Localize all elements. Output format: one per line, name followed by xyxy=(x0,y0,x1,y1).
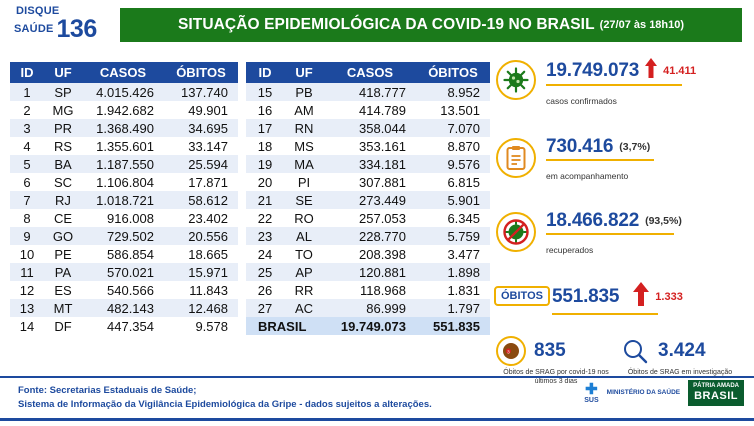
source-note xyxy=(18,384,432,413)
table-row xyxy=(246,263,490,281)
svg-text:3: 3 xyxy=(507,349,510,355)
cell-casos: 120.881 xyxy=(359,264,406,280)
col-header-obitos: ÓBITOS xyxy=(164,62,238,83)
logo-disque-text: DISQUE xyxy=(16,5,60,17)
cell-uf: MG xyxy=(52,102,74,118)
government-logos xyxy=(584,380,744,406)
cell-id: 3 xyxy=(23,120,31,136)
sus-label: SUS xyxy=(584,397,599,405)
total-casos: 19.749.073 xyxy=(324,317,416,335)
cell-casos: 228.770 xyxy=(359,228,406,244)
table-row xyxy=(246,209,490,227)
recovered-value: 18.466.822 xyxy=(546,210,640,231)
cell-obitos: 1.797 xyxy=(447,300,480,316)
table-total-row xyxy=(246,317,490,335)
deaths-arrow-up-icon xyxy=(633,282,649,311)
cell-id: 8 xyxy=(23,210,31,226)
cell-obitos: 23.402 xyxy=(188,210,228,226)
cell-obitos: 20.556 xyxy=(188,228,228,244)
cell-casos: 447.354 xyxy=(107,318,154,334)
magnifier-icon xyxy=(620,336,650,366)
cell-id: 25 xyxy=(257,264,273,280)
table-row xyxy=(10,191,238,209)
recovered-pct: (93,5%) xyxy=(645,215,682,227)
deaths-delta: 1.333 xyxy=(655,290,683,303)
cell-id: 26 xyxy=(257,282,273,298)
cell-obitos: 33.147 xyxy=(188,138,228,154)
col-header-uf: UF xyxy=(284,62,324,83)
cell-uf: PE xyxy=(54,246,72,262)
monitoring-pct: (3,7%) xyxy=(619,141,651,153)
cell-id: 23 xyxy=(257,228,273,244)
cell-obitos: 12.468 xyxy=(188,300,228,316)
cell-casos: 1.368.490 xyxy=(96,120,154,136)
cell-id: 17 xyxy=(257,120,273,136)
cell-uf: AP xyxy=(295,264,313,280)
total-obitos: 551.835 xyxy=(416,317,490,335)
cell-casos: 540.566 xyxy=(107,282,154,298)
table-row xyxy=(10,281,238,299)
page-title xyxy=(120,8,742,42)
cell-id: 6 xyxy=(23,174,31,190)
cell-uf: DF xyxy=(54,318,72,334)
cell-casos: 1.106.804 xyxy=(96,174,154,190)
cell-obitos: 3.477 xyxy=(447,246,480,262)
table-row xyxy=(10,263,238,281)
cell-uf: ES xyxy=(54,282,72,298)
cell-casos: 729.502 xyxy=(107,228,154,244)
cell-id: 4 xyxy=(23,138,31,154)
cell-uf: RO xyxy=(294,210,314,226)
cell-obitos: 18.665 xyxy=(188,246,228,262)
confirmed-value: 19.749.073 xyxy=(546,59,640,81)
cell-casos: 273.449 xyxy=(359,192,406,208)
cell-id: 19 xyxy=(257,156,273,172)
cell-obitos: 58.612 xyxy=(188,192,228,208)
cell-obitos: 6.815 xyxy=(447,174,480,190)
cell-uf: RN xyxy=(294,120,314,136)
total-label: BRASIL xyxy=(246,317,324,335)
cell-obitos: 8.870 xyxy=(447,138,480,154)
srag-covid-caption: Óbitos de SRAG por covid-19 nos últimos 3 dias xyxy=(503,369,609,385)
table-row xyxy=(10,155,238,173)
table-row xyxy=(246,119,490,137)
cell-casos: 1.942.682 xyxy=(96,102,154,118)
brasil-top-text: PÁTRIA AMADA xyxy=(693,383,739,389)
cell-casos: 414.789 xyxy=(359,102,406,118)
srag-investigation-value: 3.424 xyxy=(658,340,706,361)
cell-obitos: 8.952 xyxy=(447,84,480,100)
deaths-badge: ÓBITOS xyxy=(494,286,550,306)
col-header-obitos: ÓBITOS xyxy=(416,62,490,83)
cell-obitos: 1.831 xyxy=(447,282,480,298)
cell-id: 1 xyxy=(23,84,31,100)
cell-uf: MS xyxy=(294,138,314,154)
table-row xyxy=(10,83,238,101)
deaths-value: 551.835 xyxy=(552,285,620,307)
cell-id: 18 xyxy=(257,138,273,154)
cell-uf: AL xyxy=(296,228,312,244)
cell-casos: 1.355.601 xyxy=(96,138,154,154)
cell-obitos: 13.501 xyxy=(440,102,480,118)
cell-obitos: 11.843 xyxy=(189,282,228,298)
cell-uf: MT xyxy=(53,300,73,316)
no-virus-icon xyxy=(496,212,536,252)
srag-covid-value: 835 xyxy=(534,340,566,361)
cell-casos: 257.053 xyxy=(359,210,406,226)
cell-id: 13 xyxy=(19,300,35,316)
col-header-uf: UF xyxy=(44,62,82,83)
cell-casos: 118.968 xyxy=(359,282,406,298)
source-line-1: Fonte: Secretarias Estaduais de Saúde; xyxy=(18,385,197,396)
cell-obitos: 5.901 xyxy=(447,192,480,208)
cell-obitos: 137.740 xyxy=(181,84,228,100)
cell-uf: AM xyxy=(294,102,314,118)
cell-id: 12 xyxy=(19,282,35,298)
table-row xyxy=(10,137,238,155)
cell-obitos: 34.695 xyxy=(188,120,228,136)
table-row xyxy=(10,101,238,119)
cell-uf: BA xyxy=(54,156,72,172)
cell-id: 27 xyxy=(257,300,273,316)
summary-panel xyxy=(494,59,744,385)
cell-uf: TO xyxy=(295,246,313,262)
cell-id: 14 xyxy=(19,318,35,334)
col-header-casos: CASOS xyxy=(82,62,164,83)
cell-uf: PB xyxy=(295,84,313,100)
table-row xyxy=(246,173,490,191)
virus-icon xyxy=(496,60,536,100)
clipboard-icon xyxy=(496,138,536,178)
brasil-main-text: BRASIL xyxy=(694,390,739,403)
cell-id: 15 xyxy=(257,84,273,100)
cell-uf: SC xyxy=(53,174,73,190)
logo-number-text: 136 xyxy=(56,15,97,43)
table-row xyxy=(246,101,490,119)
cell-casos: 4.015.426 xyxy=(96,84,154,100)
cell-uf: PA xyxy=(54,264,72,280)
cell-casos: 916.008 xyxy=(107,210,154,226)
cell-id: 21 xyxy=(257,192,273,208)
table-header-row xyxy=(10,62,238,83)
confirmed-label: casos confirmados xyxy=(546,96,617,106)
recovered-label: recuperados xyxy=(546,245,594,255)
source-line-2: Sistema de Informação da Vigilância Epidemiológica da Gripe - dados sujeitos a alterações. xyxy=(18,399,432,411)
table-row xyxy=(10,119,238,137)
cell-id: 2 xyxy=(23,102,31,118)
cell-id: 11 xyxy=(20,264,34,280)
srag-investigation-caption: Óbitos de SRAG em investigação xyxy=(627,369,733,376)
monitoring-value: 730.416 xyxy=(546,136,614,157)
page-title-text: SITUAÇÃO EPIDEMIOLÓGICA DA COVID-19 NO BRASIL xyxy=(177,16,595,33)
cell-id: 9 xyxy=(23,228,31,244)
sus-cross-icon: ✚ xyxy=(585,381,598,399)
table-row xyxy=(246,245,490,263)
col-header-casos: CASOS xyxy=(324,62,416,83)
cell-uf: RS xyxy=(53,138,73,154)
table-row xyxy=(246,191,490,209)
cell-casos: 358.044 xyxy=(359,120,406,136)
confirmed-delta: 41.411 xyxy=(663,64,697,77)
cell-casos: 86.999 xyxy=(366,300,406,316)
cell-obitos: 17.871 xyxy=(188,174,228,190)
confirmed-arrow-up-icon xyxy=(645,58,657,83)
cell-id: 20 xyxy=(257,174,273,190)
cell-obitos: 5.759 xyxy=(447,228,480,244)
brasil-logo xyxy=(688,380,744,406)
cell-id: 7 xyxy=(23,192,31,208)
cell-casos: 1.187.550 xyxy=(96,156,154,172)
cell-casos: 307.881 xyxy=(359,174,406,190)
cell-casos: 208.398 xyxy=(359,246,406,262)
cell-id: 16 xyxy=(257,102,273,118)
footer-bottom-bar xyxy=(0,418,754,421)
cell-uf: GO xyxy=(52,228,74,244)
table-row xyxy=(10,173,238,191)
disque-saude-logo xyxy=(14,6,114,44)
cell-uf: PI xyxy=(297,174,311,190)
stat-srag-investigation xyxy=(620,336,740,378)
table-row xyxy=(246,299,490,317)
table-row xyxy=(246,227,490,245)
cell-casos: 334.181 xyxy=(359,156,406,172)
cell-obitos: 9.578 xyxy=(195,318,228,334)
table-row xyxy=(10,209,238,227)
table-row xyxy=(10,227,238,245)
cell-uf: SE xyxy=(295,192,313,208)
stat-srag-covid xyxy=(496,336,616,387)
table-row xyxy=(246,281,490,299)
state-table-right xyxy=(246,62,490,335)
cell-obitos: 7.070 xyxy=(447,120,480,136)
table-row xyxy=(10,317,238,335)
table-row xyxy=(246,155,490,173)
logo-saude-text: SAÚDE xyxy=(14,22,54,35)
table-row xyxy=(10,245,238,263)
page-title-date: (27/07 às 18h10) xyxy=(599,19,685,31)
header xyxy=(0,0,754,48)
cell-casos: 1.018.721 xyxy=(96,192,154,208)
monitoring-label: em acompanhamento xyxy=(546,171,629,181)
cell-obitos: 9.576 xyxy=(447,156,480,172)
footer-divider xyxy=(0,376,754,378)
sus-logo xyxy=(584,382,598,404)
cell-obitos: 25.594 xyxy=(188,156,228,172)
cell-uf: SP xyxy=(54,84,72,100)
cell-casos: 482.143 xyxy=(107,300,154,316)
cell-id: 22 xyxy=(257,210,273,226)
cell-obitos: 1.898 xyxy=(447,264,480,280)
cell-uf: RJ xyxy=(55,192,71,208)
cell-casos: 586.854 xyxy=(107,246,154,262)
col-header-id: ID xyxy=(10,62,44,83)
cell-casos: 570.021 xyxy=(107,264,154,280)
table-row xyxy=(246,137,490,155)
cell-id: 24 xyxy=(257,246,273,262)
table-header-row xyxy=(246,62,490,83)
lung-icon xyxy=(496,336,526,366)
table-row xyxy=(10,299,238,317)
cell-uf: AC xyxy=(294,300,314,316)
cell-casos: 418.777 xyxy=(359,84,406,100)
cell-uf: CE xyxy=(53,210,73,226)
col-header-id: ID xyxy=(246,62,284,83)
cell-uf: PR xyxy=(53,120,73,136)
cell-uf: MA xyxy=(294,156,314,172)
state-table-left xyxy=(10,62,238,335)
ministry-logo: MINISTÉRIO DA SAÚDE xyxy=(606,389,681,397)
cell-casos: 353.161 xyxy=(359,138,406,154)
cell-obitos: 6.345 xyxy=(447,210,480,226)
cell-uf: RR xyxy=(294,282,314,298)
cell-obitos: 15.971 xyxy=(188,264,228,280)
cell-id: 5 xyxy=(23,156,31,172)
table-row xyxy=(246,83,490,101)
cell-id: 10 xyxy=(19,246,35,262)
cell-obitos: 49.901 xyxy=(188,102,228,118)
